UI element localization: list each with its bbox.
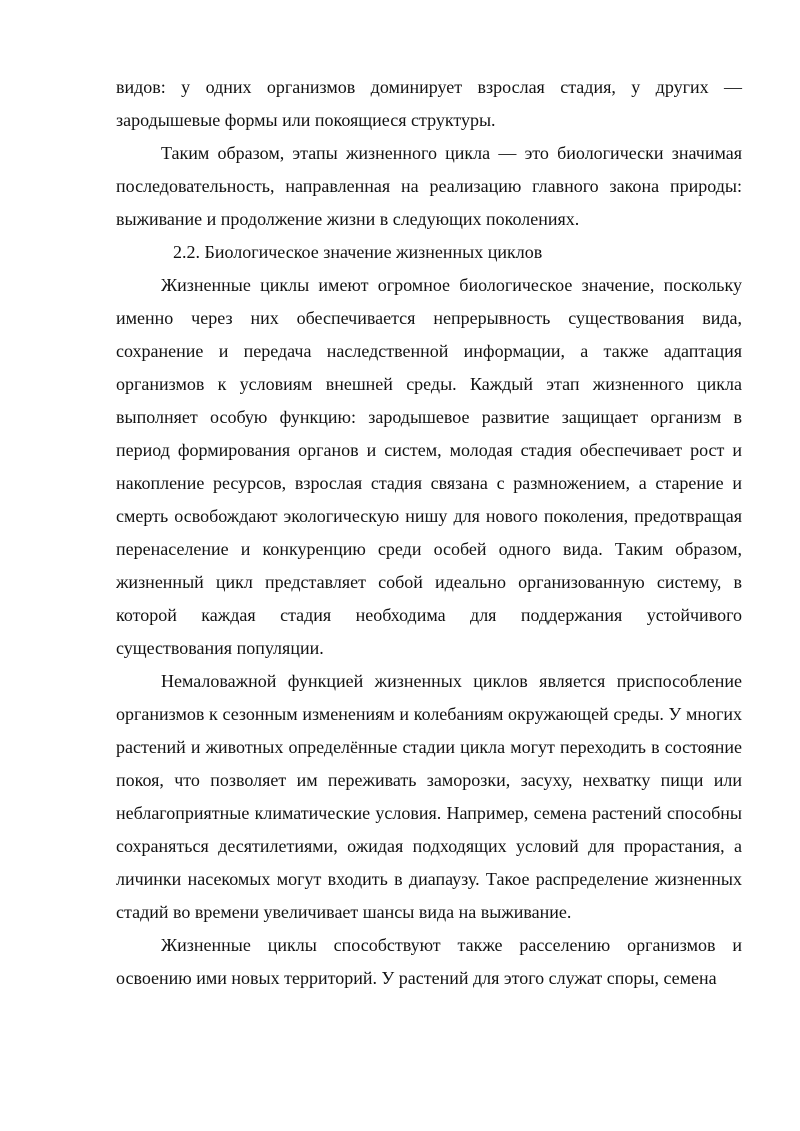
document-body [116, 71, 742, 995]
paragraph-continued: видов: у одних организмов доминирует взрослая стадия, у других — зародышевые формы или покоящиеся структуры. [116, 77, 742, 130]
paragraph-dispersal: Жизненные циклы способствуют также расселению организмов и освоению ими новых территорий. У растений для этого служат споры, семена [116, 935, 742, 988]
paragraph-seasonal-adaptation: Немаловажной функцией жизненных циклов является приспособление организмов к сезонным изменениям и колебаниям окружающей среды. У многих растений и животных определённые стадии цикла могут переходить в состояние покоя, что позволяет им переживать заморозки, засуху, нехватку пищи или неблагоприятные климатические условия. Например, семена растений способны сохраняться десятилетиями, ожидая подходящих условий для прорастания, а личинки насекомых могут входить в диапаузу. Такое распределение жизненных стадий во времени увеличивает шансы вида на выживание. [116, 671, 742, 922]
paragraph-biological-significance: Жизненные циклы имеют огромное биологическое значение, поскольку именно через них обеспечивается непрерывность существования вида, сохранение и передача наследственной информации, а также адаптация организмов к условиям внешней среды. Каждый этап жизненного цикла выполняет особую функцию: зародышевое развитие защищает организм в период формирования органов и систем, молодая стадия обеспечивает рост и накопление ресурсов, взрослая стадия связана с размножением, а старение и смерть освобождают экологическую нишу для нового поколения, предотвращая перенаселение и конкуренцию среди особей одного вида. Таким образом, жизненный цикл представляет собой идеально организованную систему, в которой каждая стадия необходима для поддержания устойчивого существования популяции. [116, 275, 742, 658]
paragraph-summary: Таким образом, этапы жизненного цикла — это биологически значимая последовательность, направленная на реализацию главного закона природы: выживание и продолжение жизни в следующих поколениях. [116, 143, 742, 229]
section-heading: 2.2. Биологическое значение жизненных циклов [173, 242, 543, 262]
